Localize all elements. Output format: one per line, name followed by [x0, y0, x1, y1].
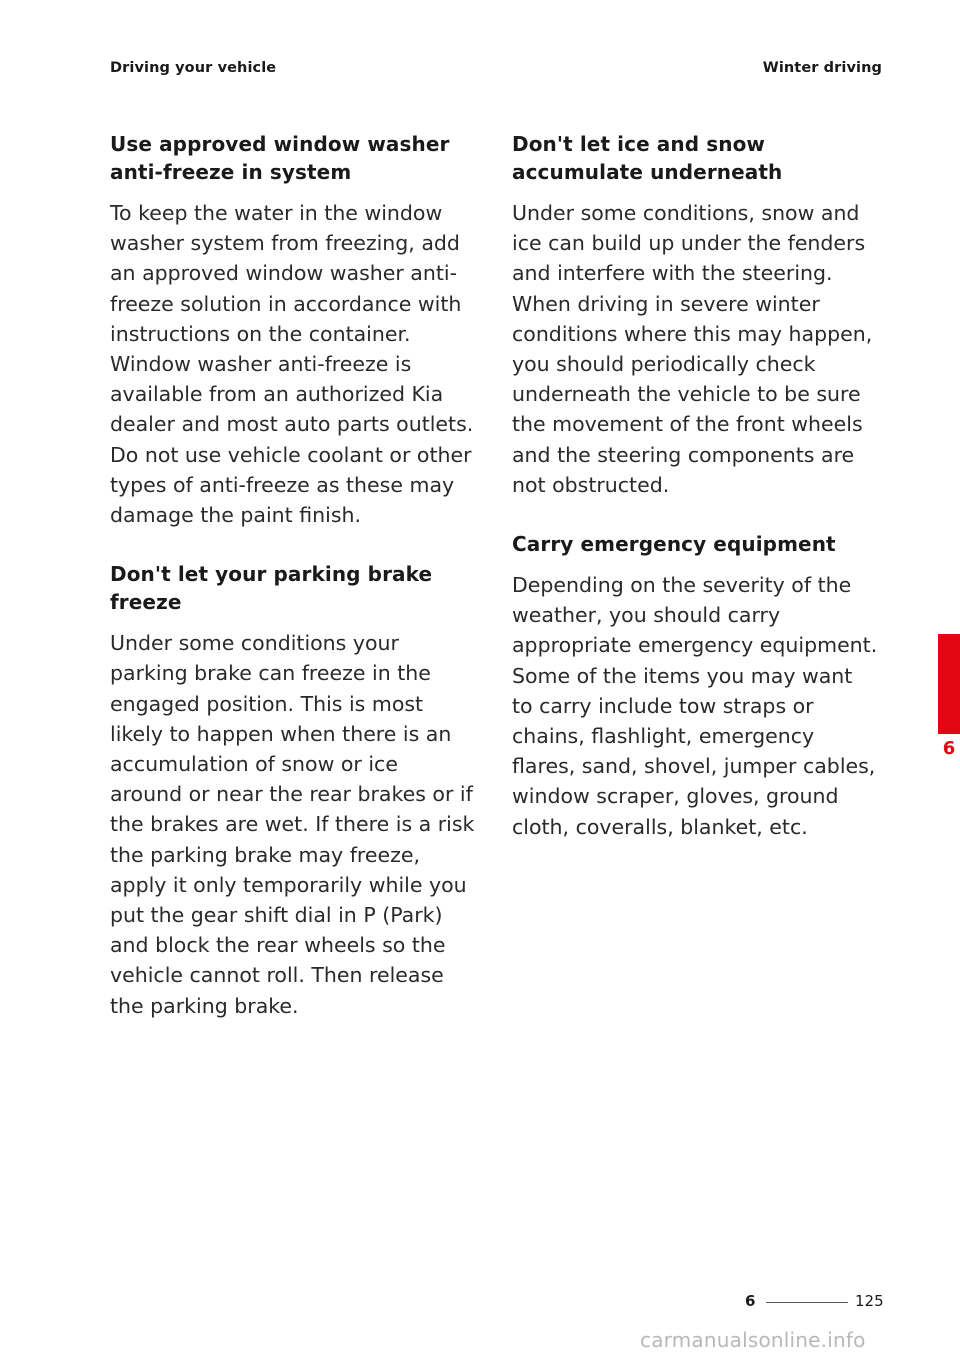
- running-header-section: Driving your vehicle: [110, 60, 277, 76]
- section-body: Under some conditions, snow and ice can build up under the fenders and interfere with the steering. When driving in severe winter conditions where this may happen, you should periodically check underneath the vehicle to be sure the movement of the front wheels and the steering components are not obstructed.: [512, 201, 873, 497]
- section-ice-snow-underneath: [512, 130, 878, 500]
- right-column: [512, 130, 878, 872]
- section-heading: Don't let your parking brake freeze: [110, 562, 433, 615]
- section-body: To keep the water in the window washer system from freezing, add an approved window washer anti-freeze solution in accordance with instructions on the container. Window washer anti-freeze is available from an authorized Kia dealer and most auto parts outlets. Do not use vehicle coolant or other types of anti-freeze as these may damage the paint finish.: [110, 201, 474, 528]
- chapter-tab-marker: [938, 634, 960, 734]
- footer-page-number: 125: [855, 1292, 884, 1310]
- footer-chapter-number: 6: [745, 1292, 756, 1310]
- section-parking-brake: [110, 560, 476, 1021]
- section-emergency-equipment: [512, 530, 878, 842]
- section-heading: Use approved window washer anti-freeze in system: [110, 132, 450, 184]
- section-heading: Carry emergency equipment: [512, 532, 836, 557]
- section-body: Depending on the severity of the weather, you should carry appropriate emergency equipment. Some of the items you may want to carry include tow straps or chains, flashlight, emergency flares, sand, shovel, jumper cables, window scraper, gloves, ground cloth, coveralls, blanket, etc.: [512, 573, 878, 839]
- footer-divider: [766, 1302, 848, 1303]
- watermark-text: carmanualsonline.info: [640, 1328, 866, 1352]
- left-column: [110, 130, 476, 1051]
- section-body: Under some conditions your parking brake can freeze in the engaged position. This is most likely to happen when there is an accumulation of snow or ice around or near the rear brakes or if the brakes are wet. If there is a risk the parking brake may freeze, apply it only temporarily while you put the gear shift dial in P (Park) and block the rear wheels so the vehicle cannot roll. Then release the parking brake.: [110, 631, 475, 1018]
- section-washer-antifreeze: [110, 130, 476, 530]
- chapter-tab-number: 6: [942, 738, 956, 759]
- section-heading: Don't let ice and snow accumulate underneath: [512, 132, 783, 184]
- running-header-topic: Winter driving: [762, 60, 882, 76]
